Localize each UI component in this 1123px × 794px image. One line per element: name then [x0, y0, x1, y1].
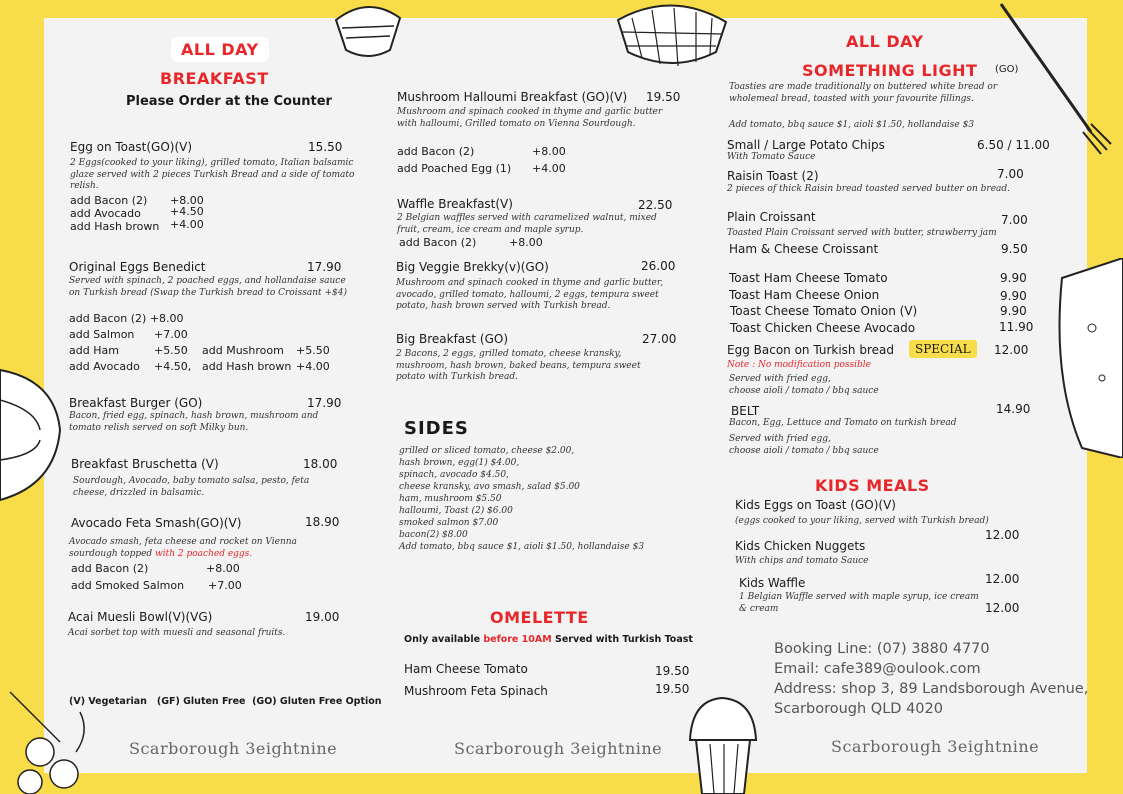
sides-line: grilled or sliced tomato, cheese $2.00, [399, 446, 575, 456]
sides-list [399, 445, 679, 553]
menu-item-name: Breakfast Burger (GO) [69, 396, 203, 410]
menu-item-price: 12.00 [985, 601, 1020, 615]
menu-item-name: Original Eggs Benedict [69, 260, 206, 274]
go-label: (GO) [995, 64, 1019, 75]
footer-brand: Scarborough 3eightnine [454, 739, 663, 758]
omelette-note: Only available before 10AM Served with Turkish Toast [404, 634, 693, 645]
address-line: Scarborough QLD 4020 [774, 701, 943, 717]
croissant-sketch-icon [0, 360, 62, 510]
menu-item-price: 7.00 [1001, 213, 1028, 227]
menu-item-price: 9.90 [1000, 289, 1027, 303]
menu-item-desc: Sourdough, Avocado, baby tomato salsa, pesto, feta cheese, drizzled in balsamic. [73, 476, 310, 498]
menu-item-desc: Mushroom and spinach cooked in thyme and garlic butter, avocado, grilled tomato, halloumi, 2 eggs, tempura sweet potato, hash brown served with Turkish bread. [396, 278, 664, 311]
addon: add Bacon (2) [71, 562, 149, 575]
menu-item-name: Toast Cheese Tomato Onion (V) [730, 304, 918, 318]
menu-item-price: 6.50 / 11.00 [977, 138, 1050, 152]
footer-brand: Scarborough 3eightnine [129, 739, 338, 758]
menu-item-desc: choose aioli / tomato / bbq sauce [729, 386, 879, 396]
menu-item-price: 19.00 [305, 610, 340, 624]
contact-block [774, 639, 1088, 719]
addon: add Bacon (2) [397, 145, 475, 158]
menu-item-desc: Acai sorbet top with muesli and seasonal fruits. [68, 628, 286, 638]
menu-item-name: Mushroom Halloumi Breakfast (GO)(V) [397, 90, 628, 104]
menu-item-name: Toast Chicken Cheese Avocado [730, 321, 916, 335]
sides-line: halloumi, Toast (2) $6.00 [399, 506, 513, 516]
menu-item-name: Acai Muesli Bowl(V)(VG) [68, 610, 213, 624]
waffle-sketch-icon [612, 0, 732, 70]
menu-item-desc: Avocado smash, feta cheese and rocket on Vienna sourdough topped with 2 poached eggs. [69, 537, 297, 559]
addon: add Ham [69, 344, 119, 357]
menu-item-price: 11.90 [999, 320, 1034, 334]
menu-item-name: Small / Large Potato Chips [727, 138, 885, 152]
menu-item-price: 12.00 [994, 343, 1029, 357]
menu-item-price: 7.00 [997, 167, 1024, 181]
addon-price: +4.50, [154, 360, 192, 373]
menu-item-price: 22.50 [638, 198, 673, 212]
menu-item-desc: Bacon, fried egg, spinach, hash brown, mushroom and tomato relish served on soft Milky bun. [69, 411, 319, 433]
addon: add Salmon [69, 328, 135, 341]
addon-price: +4.00 [170, 218, 204, 231]
fork-sketch-icon [995, 0, 1115, 160]
sides-line: spinach, avocado $4.50, [399, 470, 509, 480]
menu-item-name: Toast Ham Cheese Onion [729, 288, 880, 302]
light-heading-line2: SOMETHING LIGHT [802, 61, 978, 80]
menu-item-price: 26.00 [641, 259, 676, 273]
menu-item-price: 12.00 [985, 528, 1020, 542]
sides-line: bacon(2) $8.00 [399, 530, 468, 540]
menu-item-desc: Served with spinach, 2 poached eggs, and hollandaise sauce on Turkish bread (Swap the Turkish bread to Croissant +$4) [69, 276, 347, 298]
kids-heading: KIDS MEALS [815, 476, 930, 495]
menu-item-desc: With chips and tomato Sauce [735, 556, 869, 566]
addon-price: +4.50 [170, 205, 204, 218]
footer-brand: Scarborough 3eightnine [831, 737, 1040, 756]
addon-price: +8.00 [170, 194, 204, 207]
menu-item-price: 19.50 [655, 682, 690, 696]
breakfast-heading-line2: BREAKFAST [160, 69, 269, 88]
menu-item-desc: Bacon, Egg, Lettuce and Tomato on turkish bread [729, 418, 957, 428]
menu-item-desc: Served with fried egg, [729, 374, 831, 384]
menu-item-desc: 1 Belgian Waffle served with maple syrup, ice cream & cream [739, 592, 979, 614]
menu-item-price: 14.90 [996, 402, 1031, 416]
booking-line: Booking Line: (07) 3880 4770 [774, 641, 990, 657]
menu-item-name: Mushroom Feta Spinach [404, 684, 548, 698]
addon-price: +4.00 [296, 360, 330, 373]
menu-item-name: Raisin Toast (2) [727, 169, 819, 183]
addon: add Poached Egg (1) [397, 162, 512, 175]
menu-item-name: Avocado Feta Smash(GO)(V) [71, 516, 242, 530]
menu-item-name: Big Veggie Brekky(v)(GO) [396, 260, 549, 274]
menu-item-desc: 2 Belgian waffles served with caramelized walnut, mixed fruit, cream, ice cream and maple syrup. [397, 213, 657, 235]
menu-item-price: 9.90 [1000, 271, 1027, 285]
diet-legend: (V) Vegetarian (GF) Gluten Free (GO) Gluten Free Option [69, 696, 382, 707]
sides-line: hash brown, egg(1) $4.00, [399, 458, 520, 468]
menu-item-price: 9.90 [1000, 304, 1027, 318]
menu-item-price: 18.00 [303, 457, 338, 471]
menu-item-price: 15.50 [308, 140, 343, 154]
menu-item-desc: choose aioli / tomato / bbq sauce [729, 446, 879, 456]
addon-price: +7.00 [154, 328, 188, 341]
addon: add Bacon (2) [399, 236, 477, 249]
menu-item-name: Toast Ham Cheese Tomato [729, 271, 888, 285]
light-heading-line1: ALL DAY [846, 32, 924, 51]
menu-item-name: Plain Croissant [727, 210, 816, 224]
menu-item-price: 12.00 [985, 572, 1020, 586]
email-line: Email: cafe389@oulook.com [774, 661, 981, 677]
menu-item-price: 17.90 [307, 260, 342, 274]
addon-price: +8.00 [532, 145, 566, 158]
menu-item-name: Kids Eggs on Toast (GO)(V) [735, 498, 896, 512]
no-modification-note: Note : No modification possible [727, 360, 871, 370]
addon-price: +4.00 [532, 162, 566, 175]
toastie-note: Toasties are made traditionally on buttered white bread or wholemeal bread, toasted with your favourite fillings. [729, 82, 998, 104]
addon: add Bacon (2) +8.00 [69, 312, 184, 325]
addon: add Avocado [70, 207, 141, 220]
order-note: Please Order at the Counter [126, 94, 332, 109]
sides-line: smoked salmon $7.00 [399, 518, 499, 528]
addon: add Hash brown [70, 220, 160, 233]
sides-heading: SIDES [404, 418, 469, 439]
menu-item-name: Egg Bacon on Turkish bread [727, 343, 894, 357]
menu-item-name: Ham Cheese Tomato [404, 662, 528, 676]
menu-item-desc: Toasted Plain Croissant served with butter, strawberry jam [727, 228, 997, 238]
menu-item-desc: 2 Eggs(cooked to your liking), grilled tomato, Italian balsamic glaze served with 2 pieces Turkish Bread and a side of tomato relish. [70, 158, 355, 191]
menu-item-desc: 2 Bacons, 2 eggs, grilled tomato, cheese kransky, mushroom, hash brown, baked beans, tempura sweet potato with Turkish bread. [396, 349, 641, 382]
sides-line: cheese kransky, avo smash, salad $5.00 [399, 482, 580, 492]
omelette-heading: OMELETTE [490, 608, 589, 627]
menu-item-price: 18.90 [305, 515, 340, 529]
menu-item-name: Egg on Toast(GO)(V) [70, 140, 193, 154]
sides-line: Add tomato, bbq sauce $1, aioli $1.50, hollandaise $3 [399, 542, 645, 552]
menu-item-name: Big Breakfast (GO) [396, 332, 509, 346]
addon-price: +5.50 [296, 344, 330, 357]
muffin-sketch-icon [682, 690, 762, 794]
addon-price: +5.50 [154, 344, 188, 357]
addon-price: +8.00 [509, 236, 543, 249]
menu-item-desc: With Tomato Sauce [727, 152, 816, 162]
menu-item-name: Kids Chicken Nuggets [735, 539, 866, 553]
address-line: Address: shop 3, 89 Landsborough Avenue, [774, 681, 1089, 697]
addon: add Mushroom [202, 344, 284, 357]
menu-item-desc: Mushroom and spinach cooked in thyme and garlic butter with halloumi, Grilled tomato on Vienna Sourdough. [397, 107, 663, 129]
breakfast-heading-line1: ALL DAY [171, 37, 269, 62]
addon-price: +7.00 [208, 579, 242, 592]
pastry-sketch-icon [328, 0, 408, 60]
menu-item-price: 19.50 [655, 664, 690, 678]
addon: add Avocado [69, 360, 140, 373]
addon: add Bacon (2) [70, 194, 148, 207]
menu-item-desc: 2 pieces of thick Raisin bread toasted served butter on bread. [727, 184, 1011, 194]
special-badge: SPECIAL [909, 340, 977, 358]
menu-item-price: 27.00 [642, 332, 677, 346]
toast-sketch-icon [1052, 258, 1123, 458]
menu-item-price: 9.50 [1001, 242, 1028, 256]
addon: add Hash brown [202, 360, 292, 373]
menu-item-name: Waffle Breakfast(V) [397, 197, 513, 211]
addon: add Smoked Salmon [71, 579, 185, 592]
menu-item-name: Ham & Cheese Croissant [729, 242, 879, 256]
toastie-addons: Add tomato, bbq sauce $1, aioli $1.50, hollandaise $3 [729, 120, 975, 130]
menu-item-name: BELT [731, 404, 760, 418]
menu-item-name: Kids Waffle [739, 576, 806, 590]
menu-item-price: 19.50 [646, 90, 681, 104]
menu-item-name: Breakfast Bruschetta (V) [71, 457, 219, 471]
sides-line: ham, mushroom $5.50 [399, 494, 502, 504]
menu-item-desc: Served with fried egg, [729, 434, 831, 444]
menu-item-desc: (eggs cooked to your liking, served with Turkish bread) [735, 516, 989, 526]
menu-item-price: 17.90 [307, 396, 342, 410]
addon-price: +8.00 [206, 562, 240, 575]
